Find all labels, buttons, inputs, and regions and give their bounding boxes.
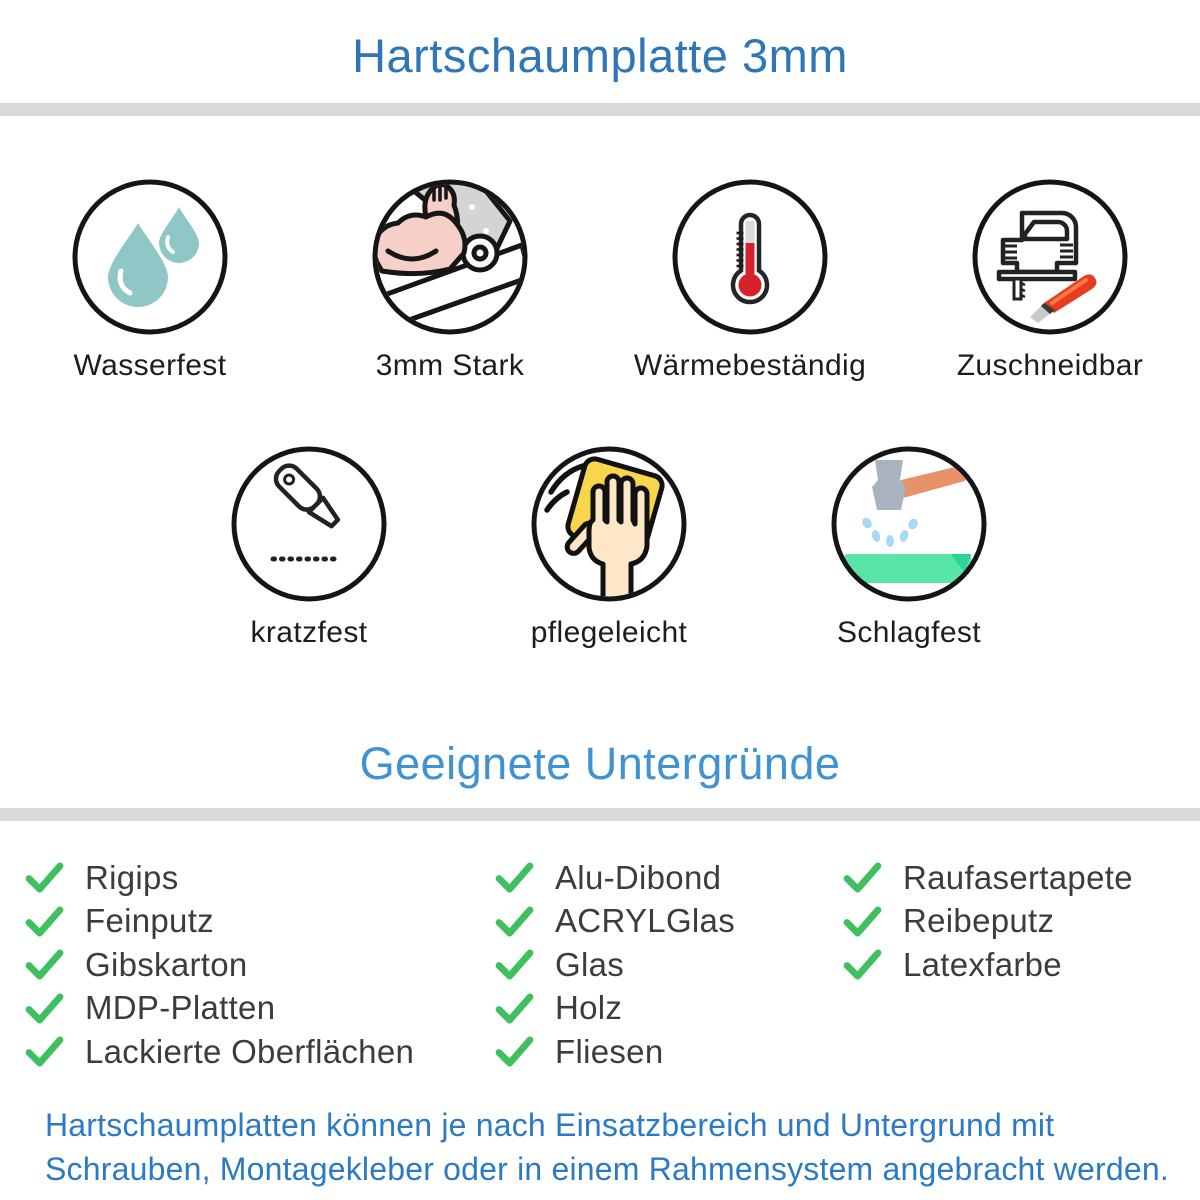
mounting-note	[45, 1103, 1175, 1191]
check-icon	[25, 993, 64, 1024]
section-title-surfaces: Geeignete Untergründe	[359, 738, 841, 789]
jigsaw-icon	[972, 179, 1128, 335]
page-title: Hartschaumplatte 3mm	[352, 29, 848, 82]
check-icon	[843, 862, 882, 893]
list-item	[495, 987, 735, 1031]
surface-label: Latexfarbe	[903, 945, 1062, 983]
list-item	[495, 900, 735, 944]
divider	[0, 103, 1200, 116]
feature-waterproof	[0, 179, 300, 383]
surface-label: Alu-Dibond	[555, 858, 722, 896]
feature-label: Wärmebeständig	[633, 349, 867, 382]
thermometer-icon	[672, 179, 828, 335]
feature-thickness	[300, 179, 600, 383]
feature-label: Wasserfest	[73, 349, 227, 382]
surfaces-column-2	[495, 856, 735, 1074]
surface-label: Glas	[555, 945, 625, 983]
mounting-note-line2: Schrauben, Montagekleber oder in einem Rahmensystem angebracht werden.	[45, 1151, 1169, 1187]
surface-label: Lackierte Oberflächen	[85, 1032, 415, 1070]
list-item	[25, 987, 414, 1031]
surfaces-column-1	[25, 856, 414, 1074]
check-icon	[495, 862, 534, 893]
feature-impact-resistant	[759, 446, 1059, 650]
feature-cuttable	[900, 179, 1200, 383]
feature-row-2	[9, 446, 1200, 650]
check-icon	[843, 949, 882, 980]
feature-scratch-resistant	[159, 446, 459, 650]
feature-label: pflegeleicht	[530, 616, 688, 649]
surfaces-column-3	[843, 856, 1133, 987]
mounting-note-line1: Hartschaumplatten können je nach Einsatzbereich und Untergrund mit	[45, 1107, 1055, 1143]
surface-label: ACRYLGlas	[555, 902, 735, 940]
feature-label: Zuschneidbar	[956, 349, 1144, 382]
list-item	[495, 1030, 735, 1074]
surface-label: MDP-Platten	[85, 989, 276, 1027]
feature-label: 3mm Stark	[375, 349, 525, 382]
list-item	[843, 943, 1133, 987]
list-item	[495, 856, 735, 900]
check-icon	[495, 906, 534, 937]
hammer-icon	[831, 446, 987, 602]
list-item	[25, 1030, 414, 1074]
feature-easy-care	[459, 446, 759, 650]
cleaning-hand-icon	[531, 446, 687, 602]
surface-label: Raufasertapete	[903, 858, 1133, 896]
feature-label: Schlagfest	[836, 616, 982, 649]
water-drops-icon	[72, 179, 228, 335]
check-icon	[843, 906, 882, 937]
list-item	[25, 900, 414, 944]
surface-label: Fliesen	[555, 1032, 664, 1070]
list-item	[25, 856, 414, 900]
surface-label: Feinputz	[85, 902, 214, 940]
list-item	[843, 856, 1133, 900]
list-item	[25, 943, 414, 987]
check-icon	[25, 1036, 64, 1067]
surface-label: Rigips	[85, 858, 179, 896]
check-icon	[25, 906, 64, 937]
check-icon	[495, 949, 534, 980]
feature-row-1	[0, 179, 1200, 383]
surface-label: Reibeputz	[903, 902, 1055, 940]
feature-label: kratzfest	[250, 616, 368, 649]
check-icon	[495, 993, 534, 1024]
check-icon	[25, 862, 64, 893]
surface-label: Holz	[555, 989, 623, 1027]
list-item	[843, 900, 1133, 944]
utility-knife-icon	[231, 446, 387, 602]
divider	[0, 808, 1200, 821]
check-icon	[25, 949, 64, 980]
check-icon	[495, 1036, 534, 1067]
feature-heat-resistant	[600, 179, 900, 383]
list-item	[495, 943, 735, 987]
flexed-arm-icon	[372, 179, 528, 335]
surface-label: Gibskarton	[85, 945, 248, 983]
